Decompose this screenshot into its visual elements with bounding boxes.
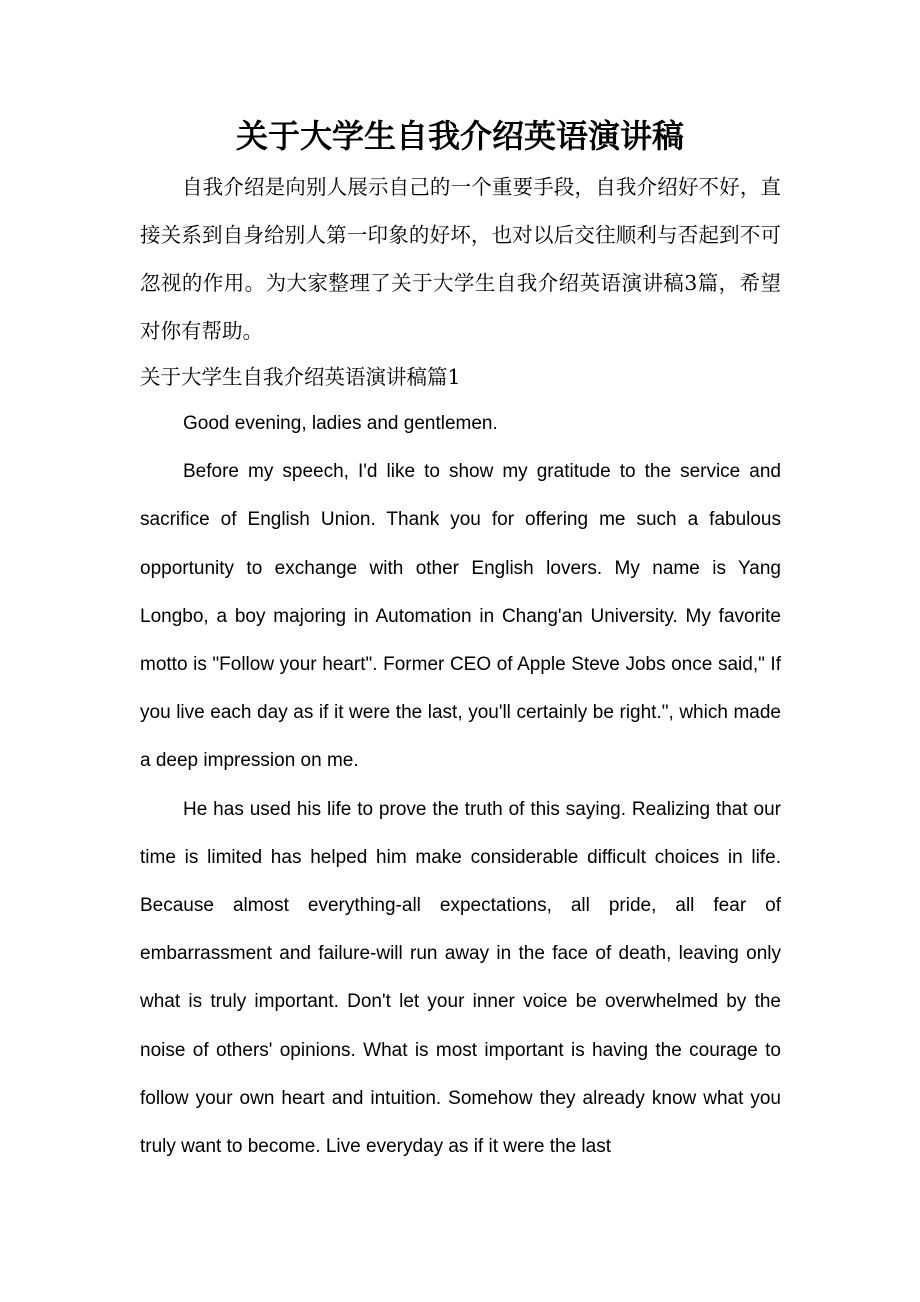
speech-paragraph-motto: He has used his life to prove the truth of this saying. Realizing that our time is limited has helped him make considerable difficult choices in life. Because almost everything-all expectations, all pride, all fear of embarrassment and failure-will run away in the face of death, leaving only what is truly important. Don't let your inner voice be overwhelmed by the noise of others' opinions. What is most important is having the courage to follow your own heart and intuition. Somehow they already know what you truly want to become. Live everyday as if it were the last <box>140 798 781 1158</box>
section-heading: 关于大学生自我介绍英语演讲稿篇1 <box>140 365 461 389</box>
speech-body <box>140 400 781 1171</box>
intro-paragraph: 自我介绍是向别人展示自己的一个重要手段，自我介绍好不好，直接关系到自身给别人第一印象的好坏，也对以后交往顺利与否起到不可忽视的作用。为大家整理了关于大学生自我介绍英语演讲稿3篇，希望对你有帮助。 <box>140 175 781 343</box>
speech-paragraph-introduction: Before my speech, I'd like to show my gratitude to the service and sacrifice of English Union. Thank you for offering me such a fabulous opportunity to exchange with other English lovers. My name is Yang Longbo, a boy majoring in Automation in Chang'an University. My favorite motto is "Follow your heart". Former CEO of Apple Steve Jobs once said," If you live each day as if it were the last, you'll certainly be right.", which made a deep impression on me. <box>140 461 781 772</box>
speech-paragraph-greeting: Good evening, ladies and gentlemen. <box>183 413 498 434</box>
document-title: 关于大学生自我介绍英语演讲稿 <box>235 117 684 155</box>
